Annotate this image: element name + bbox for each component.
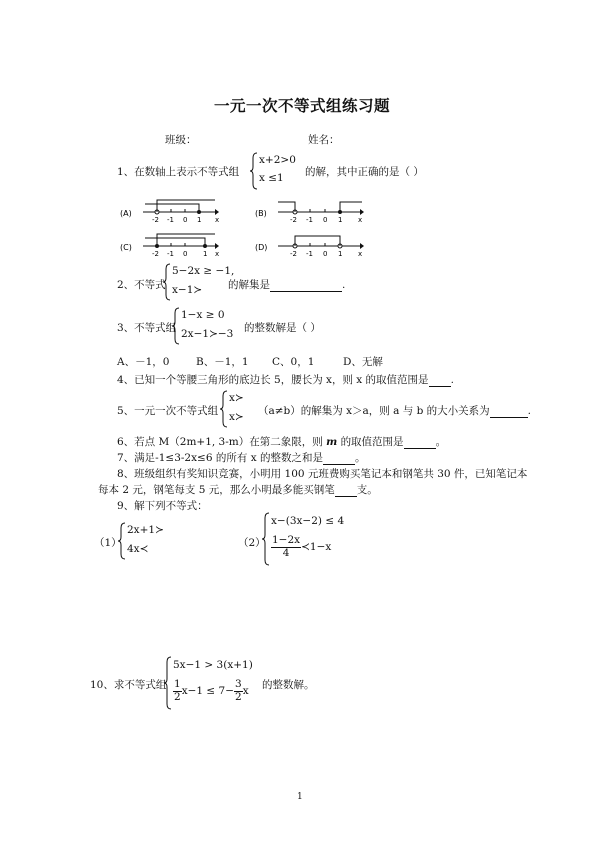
q10-row2-tail: x xyxy=(242,685,249,698)
q4-text: 4、已知一个等腰三角形的底边长 5，腰长为 x，则 x 的取值范围是 xyxy=(117,374,429,386)
q7-end: 。 xyxy=(354,452,366,464)
q2-text-after xyxy=(228,277,345,292)
left-brace-icon xyxy=(118,522,126,560)
q3-choice-b[interactable]: B、－1，1 xyxy=(196,356,249,368)
option-a xyxy=(120,200,219,224)
q2-question: 的解集是 xyxy=(228,279,270,291)
q2-sys-row2: x−1≻ xyxy=(172,284,203,296)
tick-label: 0 xyxy=(183,216,188,224)
class-label: 班级： xyxy=(165,134,197,146)
axis-label: x xyxy=(215,216,220,224)
range-bracket xyxy=(278,202,295,212)
q6-text2: 的取值范围是 xyxy=(340,436,404,448)
tick-label: -2 xyxy=(152,250,159,258)
q1-number-lines xyxy=(115,192,415,262)
fraction xyxy=(234,679,243,703)
q8-line1: 8、班级组织有奖知识竞赛，小明用 100 元班费购买笔记本和钢笔共 30 件，已知笔记本 xyxy=(117,468,528,480)
q10-system xyxy=(164,656,264,712)
q7 xyxy=(117,450,365,465)
q2-system xyxy=(163,263,233,303)
tick-label: 0 xyxy=(323,250,328,258)
axis-arrow-icon xyxy=(360,243,364,249)
left-brace-icon xyxy=(250,152,258,190)
fraction xyxy=(271,535,301,559)
left-brace-icon xyxy=(163,263,171,301)
q3-choice-a[interactable]: A、－1，0 xyxy=(117,356,170,368)
q3-text-before: 3、不等式组 xyxy=(117,322,177,334)
q1-sys-row1: x+2>0 xyxy=(259,154,296,166)
axis-label: x xyxy=(215,250,220,258)
q1-sys-row2: x ≤1 xyxy=(259,172,284,184)
q9-text: 9、解下列不等式： xyxy=(117,500,208,512)
axis-arrow-icon xyxy=(215,209,219,215)
axis-arrow-icon xyxy=(215,243,219,249)
fraction-denominator: 2 xyxy=(235,690,242,703)
q10-text-after: 的整数解。 xyxy=(262,679,315,691)
q5-text-after xyxy=(258,403,531,418)
q5-end: . xyxy=(527,405,531,417)
option-c-label: (C) xyxy=(120,243,132,252)
fraction-numerator: 1−2x xyxy=(272,534,301,546)
answer-blank[interactable] xyxy=(490,405,528,418)
left-brace-icon xyxy=(164,656,172,710)
fraction-numerator: 3 xyxy=(235,678,242,690)
q6-var: m xyxy=(326,436,338,448)
q9-p2-system xyxy=(262,512,357,567)
option-c xyxy=(120,234,219,258)
q3-choice-d[interactable]: D、无解 xyxy=(343,356,383,368)
tick-label: -1 xyxy=(306,216,313,224)
q2-end: . xyxy=(342,279,346,291)
name-label: 姓名： xyxy=(308,134,340,146)
range-bracket xyxy=(340,202,362,212)
tick-label: 0 xyxy=(183,250,188,258)
q10-row2-mid: x−1 ≤ 7− xyxy=(181,685,235,698)
fraction xyxy=(173,679,182,703)
q6-text: 6、若点 M（2m+1, 3-m）在第二象限，则 xyxy=(117,436,323,448)
q5-text-before: 5、一元一次不等式组 xyxy=(117,405,219,417)
q8-text: 每本 2 元，钢笔每支 5 元，那么小明最多能买钢笔 xyxy=(98,484,335,496)
axis-label: x xyxy=(358,250,363,258)
page-number: 1 xyxy=(297,792,303,802)
q9-p1-row2: 4x≺ xyxy=(127,543,149,555)
q10-row2 xyxy=(173,679,249,703)
q1-text-after: 的解，其中正确的是（ ） xyxy=(305,166,424,178)
q6-end: 。 xyxy=(435,436,447,448)
left-brace-icon xyxy=(220,390,228,428)
q9-p2-label: （2） xyxy=(238,537,266,549)
tick-label: 0 xyxy=(323,216,328,224)
axis-arrow-icon xyxy=(360,209,364,215)
page-title: 一元一次不等式组练习题 xyxy=(214,97,391,115)
q5-system xyxy=(220,390,260,430)
answer-blank[interactable] xyxy=(270,279,342,292)
tick-label: -1 xyxy=(167,216,174,224)
option-d-label: (D) xyxy=(255,243,268,252)
fraction-denominator: 2 xyxy=(174,690,181,703)
fraction-numerator: 1 xyxy=(174,678,181,690)
range-bracket xyxy=(145,238,205,246)
option-b xyxy=(255,202,364,224)
tick-label: 1 xyxy=(197,216,202,224)
answer-blank[interactable] xyxy=(323,452,355,465)
answer-blank[interactable] xyxy=(335,484,357,497)
tick-label: 1 xyxy=(203,250,208,258)
q9-p2-row2 xyxy=(271,535,331,559)
q4-end: . xyxy=(450,374,454,386)
fraction-denominator: 4 xyxy=(282,546,290,559)
q9-p1-system xyxy=(118,522,173,562)
axis-label: x xyxy=(358,216,363,224)
range-bracket xyxy=(295,236,340,246)
q10-row1: 5x−1 > 3(x+1) xyxy=(173,659,253,671)
range-bracket xyxy=(157,200,215,212)
option-a-label: (A) xyxy=(120,209,132,218)
left-brace-icon xyxy=(172,307,180,345)
q3-sys-row1: 1−x ≥ 0 xyxy=(181,309,225,321)
q1-system xyxy=(250,152,310,192)
range-bracket xyxy=(157,234,215,246)
tick-label: -2 xyxy=(290,250,297,258)
q7-text: 7、满足-1≤3-2x≤6 的所有 x 的整数之和是 xyxy=(117,452,323,464)
answer-blank[interactable] xyxy=(429,374,451,387)
q2-text-before: 2、不等式 xyxy=(117,279,166,291)
tick-label: 1 xyxy=(338,250,343,258)
tick-label: -2 xyxy=(152,216,159,224)
tick-label: -1 xyxy=(167,250,174,258)
q9-p1-label: （1） xyxy=(94,537,122,549)
q3-sys-row2: 2x−1≻−3 xyxy=(181,328,234,340)
q3-text-after: 的整数解是（ ） xyxy=(244,322,321,334)
q5-sys-row1: x≻ xyxy=(229,392,244,404)
q8-line2 xyxy=(98,482,378,497)
range-bracket xyxy=(145,204,199,212)
q3-system xyxy=(172,307,247,347)
q8-end: 支。 xyxy=(356,484,378,496)
tick-label: -1 xyxy=(306,250,313,258)
tick-label: 1 xyxy=(338,216,343,224)
answer-blank[interactable] xyxy=(404,436,436,449)
q10-text-before: 10、求不等式组 xyxy=(90,679,167,691)
tick-label: -2 xyxy=(290,216,297,224)
option-d xyxy=(255,236,364,258)
q1-text-before: 1、在数轴上表示不等式组 xyxy=(117,166,240,178)
q4 xyxy=(117,372,454,387)
option-b-label: (B) xyxy=(255,209,267,218)
q3-choice-c[interactable]: C、0，1 xyxy=(272,356,315,368)
left-brace-icon xyxy=(262,512,270,566)
q6 xyxy=(117,434,446,449)
q5-question: （a≠b）的解集为 x＞a，则 a 与 b 的大小关系为 xyxy=(258,405,490,417)
q5-sys-row2: x≻ xyxy=(229,411,244,423)
q9-p2-row2-tail: ≺1−x xyxy=(301,541,332,554)
q2-sys-row1: 5−2x ≥ −1, xyxy=(172,265,235,277)
q9-p2-row1: x−(3x−2) ≤ 4 xyxy=(271,515,345,527)
q9-p1-row1: 2x+1≻ xyxy=(127,524,164,536)
